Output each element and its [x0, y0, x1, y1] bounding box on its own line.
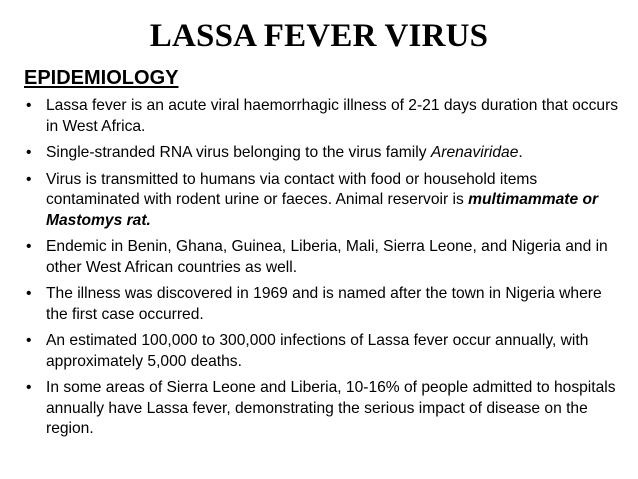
bullet-icon: •	[26, 97, 32, 114]
bullet-item	[24, 378, 624, 440]
bullet-text: An estimated 100,000 to 300,000 infections of Lassa fever occur annually, with approximately 5,000 deaths.	[46, 332, 589, 370]
section-heading: EPIDEMIOLOGY	[24, 67, 179, 89]
bullet-text: Lassa fever is an acute viral haemorrhagic illness of 2-21 days duration that occurs in West Africa.	[46, 97, 619, 135]
bullet-icon: •	[26, 170, 32, 188]
bullet-text: The illness was discovered in 1969 and is named after the town in Nigeria where the first case occurred.	[46, 285, 602, 323]
bullet-icon: •	[26, 238, 32, 255]
virus-family-name: Arenaviridae	[430, 144, 519, 161]
bullet-item	[24, 170, 624, 232]
bullet-text: Single-stranded RNA virus belonging to the virus family	[46, 144, 431, 161]
animal-reservoir-name: multimammate or Mastomys rat.	[46, 191, 599, 229]
bullet-item	[24, 331, 624, 372]
bullet-item	[24, 284, 624, 325]
bullet-text: Endemic in Benin, Ghana, Guinea, Liberia, Mali, Sierra Leone, and Nigeria and in other West African countries as well.	[46, 238, 608, 276]
bullet-icon: •	[26, 285, 32, 302]
bullet-item	[24, 143, 624, 164]
bullet-text: In some areas of Sierra Leone and Liberia, 10-16% of people admitted to hospitals annually have Lassa fever, demonstrating the serious impact of disease on the region.	[46, 379, 616, 437]
bullet-icon: •	[26, 379, 32, 396]
bullet-item	[24, 96, 624, 137]
bullet-list	[24, 96, 624, 446]
bullet-item	[24, 237, 624, 278]
bullet-icon: •	[26, 332, 32, 349]
bullet-text: Virus is transmitted to humans via contact with food or household items contaminated with rodent urine or faeces. Animal reservoir is	[46, 170, 538, 208]
bullet-text-end: .	[518, 144, 523, 161]
slide-title: LASSA FEVER VIRUS	[149, 18, 489, 54]
bullet-icon: •	[26, 144, 32, 161]
